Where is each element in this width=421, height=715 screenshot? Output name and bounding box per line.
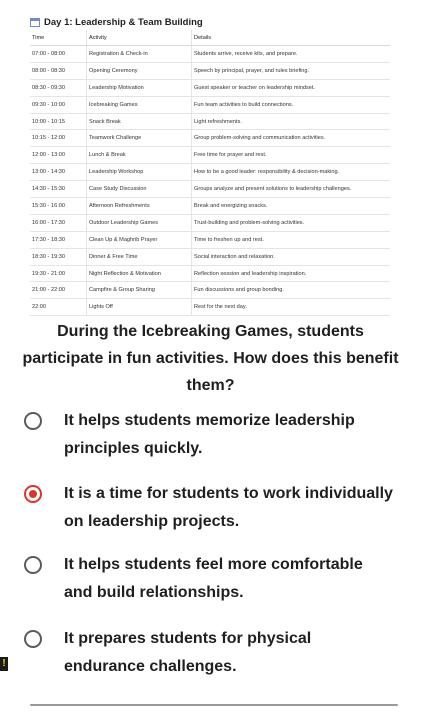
radio-option-3[interactable] (24, 556, 42, 574)
cell-time: 18:30 - 19:30 (30, 248, 87, 265)
table-header-row (30, 30, 390, 46)
cell-activity: Leadership Motivation (87, 79, 192, 96)
table-row (30, 231, 390, 248)
option-4[interactable] (24, 625, 394, 681)
schedule-title-row (30, 14, 390, 30)
calendar-icon (30, 18, 40, 27)
cell-details: Free time for prayer and rest. (192, 147, 391, 164)
cell-time: 07:00 - 08:00 (30, 46, 87, 63)
table-row (30, 198, 390, 215)
cell-activity: Clean Up & Maghrib Prayer (87, 231, 192, 248)
cell-details: Light refreshments. (192, 113, 391, 130)
cell-details: Fun team activities to build connections. (192, 96, 391, 113)
cell-time: 21:00 - 22:00 (30, 282, 87, 299)
cell-details: Reflection session and leadership inspiration. (192, 265, 391, 282)
table-row (30, 96, 390, 113)
cell-activity: Campfire & Group Sharing (87, 282, 192, 299)
option-1[interactable] (24, 407, 394, 463)
table-row (30, 130, 390, 147)
cell-time: 14:30 - 15:30 (30, 181, 87, 198)
cell-activity: Lunch & Break (87, 147, 192, 164)
header-activity: Activity (87, 30, 192, 46)
cell-time: 17:30 - 18:30 (30, 231, 87, 248)
option-2-text[interactable]: It is a time for students to work individually on leadership projects. (64, 485, 393, 530)
schedule-image (30, 14, 390, 316)
cell-details: Speech by principal, prayer, and rules briefing. (192, 62, 391, 79)
cell-time: 10:00 - 10:15 (30, 113, 87, 130)
option-3-text[interactable]: It helps students feel more comfortable and build relationships. (64, 556, 363, 601)
cell-details: Break and energizing snacks. (192, 198, 391, 215)
header-time: Time (30, 30, 87, 46)
option-3[interactable] (24, 551, 394, 607)
cell-details: Social interaction and relaxation. (192, 248, 391, 265)
radio-option-4[interactable] (24, 630, 42, 648)
cell-details: Groups analyze and present solutions to leadership challenges. (192, 181, 391, 198)
option-4-text[interactable]: It prepares students for physical endurance challenges. (64, 630, 312, 675)
cell-details: Trust-building and problem-solving activities. (192, 214, 391, 231)
cell-activity: Icebreaking Games (87, 96, 192, 113)
cell-activity: Dinner & Free Time (87, 248, 192, 265)
cell-details: Students arrive, receive kits, and prepare. (192, 46, 391, 63)
cell-activity: Registration & Check-in (87, 46, 192, 63)
radio-option-1[interactable] (24, 412, 42, 430)
schedule-title: Day 1: Leadership & Team Building (44, 16, 203, 28)
cell-details: Time to freshen up and rest. (192, 231, 391, 248)
radio-option-2-selected[interactable] (24, 485, 42, 503)
table-row (30, 79, 390, 96)
cell-time: 19:30 - 21:00 (30, 265, 87, 282)
alert-icon: ! (0, 657, 8, 671)
cell-time: 15:30 - 16:00 (30, 198, 87, 215)
cell-activity: Case Study Discussion (87, 181, 192, 198)
cell-activity: Night Reflection & Motivation (87, 265, 192, 282)
cell-time: 22:00 (30, 299, 87, 316)
table-row (30, 248, 390, 265)
cell-time: 16:00 - 17:30 (30, 214, 87, 231)
bottom-divider (30, 704, 398, 706)
option-2[interactable] (24, 480, 394, 536)
cell-activity: Afternoon Refreshments (87, 198, 192, 215)
cell-time: 13:00 - 14:30 (30, 164, 87, 181)
table-row (30, 46, 390, 63)
cell-activity: Leadership Workshop (87, 164, 192, 181)
table-row (30, 164, 390, 181)
option-1-text[interactable]: It helps students memorize leadership principles quickly. (64, 412, 355, 457)
cell-time: 12:00 - 13:00 (30, 147, 87, 164)
cell-details: Rest for the next day. (192, 299, 391, 316)
cell-details: Fun discussions and group bonding. (192, 282, 391, 299)
cell-time: 08:30 - 09:30 (30, 79, 87, 96)
question-text: During the Icebreaking Games, students participate in fun activities. How does this benefit them? (22, 323, 399, 394)
cell-activity: Opening Ceremony (87, 62, 192, 79)
table-row (30, 62, 390, 79)
table-row (30, 181, 390, 198)
schedule-table (30, 30, 390, 316)
cell-activity: Outdoor Leadership Games (87, 214, 192, 231)
cell-time: 10:15 - 12:00 (30, 130, 87, 147)
table-row (30, 147, 390, 164)
cell-activity: Lights Off (87, 299, 192, 316)
cell-details: How to be a good leader: responsibility & decision-making. (192, 164, 391, 181)
table-row (30, 113, 390, 130)
table-row (30, 265, 390, 282)
cell-details: Group problem-solving and communication activities. (192, 130, 391, 147)
cell-activity: Teamwork Challenge (87, 130, 192, 147)
table-row (30, 214, 390, 231)
cell-time: 09:30 - 10:00 (30, 96, 87, 113)
table-row (30, 299, 390, 316)
table-row (30, 282, 390, 299)
cell-time: 08:00 - 08:30 (30, 62, 87, 79)
cell-details: Guest speaker or teacher on leadership mindset. (192, 79, 391, 96)
cell-activity: Snack Break (87, 113, 192, 130)
header-details: Details (192, 30, 391, 46)
